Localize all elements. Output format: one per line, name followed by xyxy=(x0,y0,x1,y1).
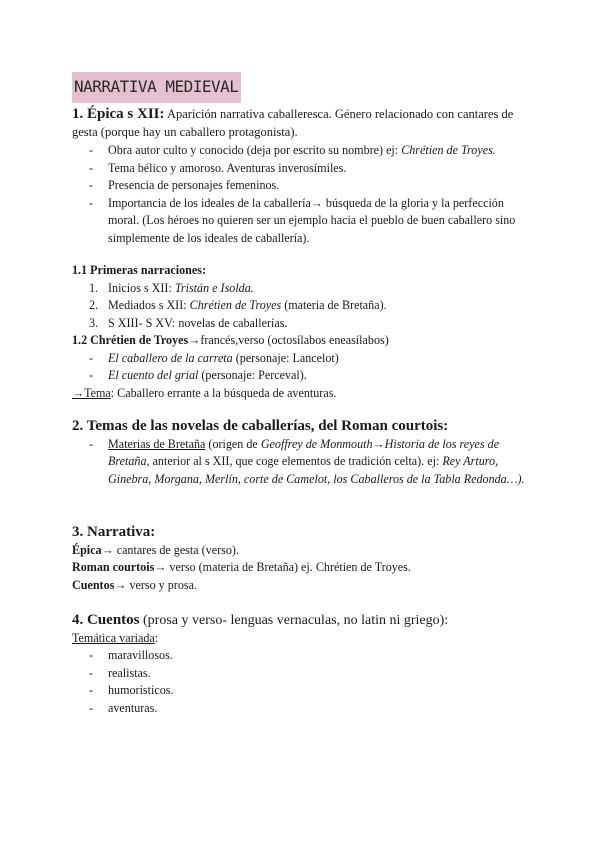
section-heading: 4. Cuentos xyxy=(72,612,140,628)
list-item: - aventuras. xyxy=(72,700,532,718)
list-item-text: (origen de xyxy=(205,436,261,451)
section-heading: 1.1 Primeras narraciones: xyxy=(72,263,206,277)
narrativa-line xyxy=(72,542,532,560)
list-item-text: Tema bélico y amoroso. Aventuras inverosímiles. xyxy=(108,160,347,175)
section-temas xyxy=(72,418,532,488)
list-item: - realistas. xyxy=(72,665,532,683)
tematica-label: Temática variada xyxy=(72,630,155,645)
list-item xyxy=(72,315,532,333)
epica-list xyxy=(72,142,532,247)
list-number: 3. xyxy=(89,315,99,330)
list-item-italic: Chrétien de Troyes. xyxy=(401,143,496,157)
list-item-text: Obra autor culto y conocido (deja por escrito su nombre) ej: xyxy=(108,143,402,157)
list-item xyxy=(72,160,532,178)
list-item-text-post: (materia de Bretaña). xyxy=(281,298,387,312)
list-number: 1. xyxy=(89,280,99,295)
cuentos-list xyxy=(72,647,532,717)
list-item xyxy=(72,350,532,368)
section-narrativa xyxy=(72,524,532,594)
narrativa-term: Roman courtois xyxy=(72,560,155,574)
work-title: El cuento del grial xyxy=(108,368,199,382)
list-item xyxy=(72,142,532,160)
list-item-text: (personaje: Perceval). xyxy=(198,368,307,382)
list-item-italic: Geoffrey de Monmouth→Historia de los reyes de Bretaña xyxy=(108,436,500,468)
section-heading: 1. Épica s XII: xyxy=(72,106,165,122)
narrativa-desc: → verso y prosa. xyxy=(114,577,197,592)
tema-text: : Caballero errante a la búsqueda de aventuras. xyxy=(110,385,337,400)
narrativa-desc: → verso (materia de Bretaña) ej. Chrétien de Troyes. xyxy=(154,560,411,574)
tematica-colon: : xyxy=(154,630,159,645)
section-heading: 1.2 Chrétien de Troyes xyxy=(72,333,189,347)
list-item-label: Materias de Bretaña xyxy=(108,436,206,451)
section-chretien xyxy=(72,332,532,402)
list-item xyxy=(72,195,532,248)
list-item xyxy=(72,177,532,195)
list-item-text: Inicios s XII: xyxy=(108,280,175,295)
temas-list xyxy=(72,436,532,489)
list-item-italic: Tristán e Isolda. xyxy=(174,280,254,295)
list-item xyxy=(72,367,532,385)
list-item xyxy=(72,297,532,315)
chretien-works-list xyxy=(72,350,532,385)
work-title: El caballero de la carreta xyxy=(108,350,233,365)
list-item-text: (personaje: Lancelot) xyxy=(232,350,339,365)
section-intro-text: Aparición narrativa caballeresca. Género relacionado con cantares de gesta (porque hay un caballero protagonista). xyxy=(72,107,514,139)
tema-line xyxy=(72,385,532,403)
list-item-text: Mediados s XII: xyxy=(108,298,190,312)
narrativa-line xyxy=(72,559,532,577)
tema-label: →Tema xyxy=(72,385,111,400)
section-cuentos-line xyxy=(72,612,532,630)
list-item xyxy=(72,436,532,489)
list-item-text: , anterior al s XII, que coge elementos de tradición celta). ej: xyxy=(146,454,443,468)
page-title: NARRATIVA MEDIEVAL xyxy=(72,72,241,103)
section-heading: 2. Temas de las novelas de caballerías, del Roman courtois: xyxy=(72,418,449,434)
list-item-text: S XIII- S XV: novelas de caballerías. xyxy=(108,315,288,330)
narrativa-term: Épica xyxy=(72,542,102,557)
section-cuentos xyxy=(72,612,532,717)
list-item-italic: Rey Arturo, Ginebra, Morgana, Merlín, corte de Camelot, los Caballeros de la Tabla Redonda…). xyxy=(108,454,525,486)
list-item-italic: Chrétien de Troyes xyxy=(189,298,282,312)
list-item xyxy=(72,280,532,298)
narrativa-line xyxy=(72,577,532,595)
list-number: 2. xyxy=(89,298,99,312)
narraciones-list xyxy=(72,280,532,333)
section-chretien-line xyxy=(72,332,532,350)
section-heading: 3. Narrativa: xyxy=(72,524,156,540)
list-item: - humorísticos. xyxy=(72,682,532,700)
list-item: - maravillosos. xyxy=(72,647,532,665)
list-item-text: Importancia de los ideales de la caballería→ búsqueda de la gloria y la perfección moral. (Los héroes no quieren ser un ejemplo hacia el pueblo de buen caballero sino simplemente de los ideales de caballería). xyxy=(108,195,516,245)
narrativa-desc: → cantares de gesta (verso). xyxy=(101,542,239,557)
section-epica xyxy=(72,106,532,247)
list-item-text: Presencia de personajes femeninos. xyxy=(108,178,280,192)
tematica-line xyxy=(72,630,532,648)
section-heading-rest: →francés,verso (octosílabos eneasílabos) xyxy=(188,333,389,347)
section-epica-intro xyxy=(72,106,532,141)
section-primeras-narraciones xyxy=(72,262,532,332)
section-heading-rest: (prosa y verso- lenguas vernaculas, no latin ni griego): xyxy=(139,613,449,628)
narrativa-term: Cuentos xyxy=(72,577,115,592)
